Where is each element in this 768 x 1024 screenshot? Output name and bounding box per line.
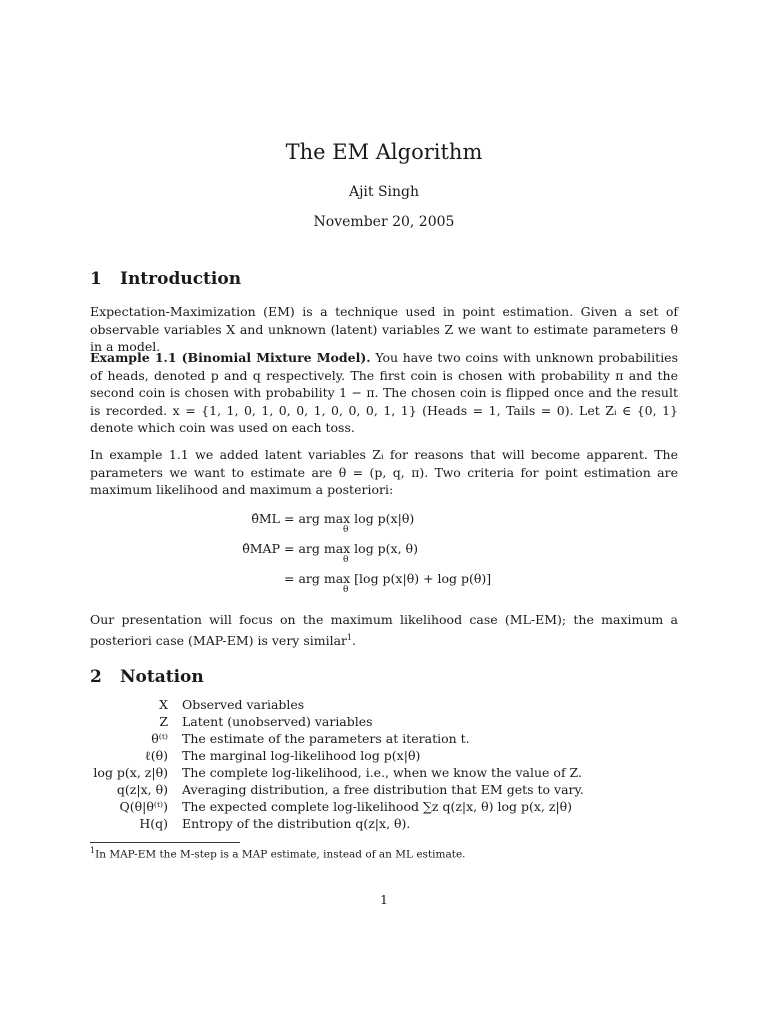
example-1-1	[90, 349, 678, 437]
notation-row	[90, 765, 690, 782]
equation-lhs: θ̂MAP	[242, 541, 280, 556]
document-title: The EM Algorithm	[285, 140, 483, 164]
argmax-subscript: θ	[343, 585, 349, 595]
equation-ml	[200, 511, 520, 535]
notation-symbol: q(z|x, θ)	[116, 782, 168, 797]
equation-map	[200, 541, 520, 565]
section-number: 1	[90, 269, 102, 289]
estimation-equations	[200, 511, 520, 595]
argmax-subscript: θ	[343, 555, 349, 565]
notation-description: The marginal log-likelihood log p(x|θ)	[182, 748, 421, 763]
notation-row	[90, 714, 690, 731]
footnote-divider	[90, 842, 240, 843]
section-heading-notation	[90, 667, 204, 687]
notation-description: Averaging distribution, a free distribution that EM gets to vary.	[182, 782, 584, 797]
notation-symbol: ℓ(θ)	[144, 748, 168, 763]
equation-rhs: = arg max log p(x|θ)	[284, 511, 415, 526]
equation-rhs: = arg max log p(x, θ)	[284, 541, 418, 556]
notation-description: The complete log-likelihood, i.e., when we know the value of Z.	[182, 765, 582, 780]
notation-symbol: X	[159, 697, 168, 712]
section-title: Notation	[120, 667, 204, 687]
document-author: Ajit Singh	[348, 184, 420, 200]
notation-row	[90, 731, 690, 748]
notation-row	[90, 816, 690, 833]
footnote-text: In MAP-EM the M-step is a MAP estimate, instead of an ML estimate.	[95, 848, 466, 861]
notation-row	[90, 782, 690, 799]
equation-lhs: θ̂ML	[251, 511, 280, 526]
footnote	[90, 846, 466, 861]
notation-symbol: H(q)	[139, 816, 168, 831]
notation-symbol: log p(x, z|θ)	[93, 765, 168, 780]
notation-row	[90, 748, 690, 765]
notation-description: The expected complete log-likelihood ∑z q(z|x, θ) log p(x, z|θ)	[182, 799, 573, 814]
argmax-subscript: θ	[343, 525, 349, 535]
equation-map-expanded	[200, 571, 520, 595]
notation-symbol: θ⁽ᵗ⁾	[151, 731, 168, 746]
document-date: November 20, 2005	[313, 214, 455, 230]
notation-table	[90, 697, 690, 837]
equation-rhs: = arg max [log p(x|θ) + log p(θ)]	[284, 571, 492, 586]
notation-row	[90, 697, 690, 714]
notation-description: Latent (unobserved) variables	[182, 714, 373, 729]
notation-symbol: Z	[159, 714, 168, 729]
section-number: 2	[90, 667, 102, 687]
intro-paragraph: Expectation-Maximization (EM) is a technique used in point estimation. Given a set of observable variables X and unknown (latent) variables Z we want to estimate parameters θ in a model.	[90, 304, 678, 354]
presentation-text: Our presentation will focus on the maximum likelihood case (ML-EM); the maximum a posteriori case (MAP-EM) is very similar	[90, 612, 678, 648]
notation-description: Observed variables	[182, 697, 305, 712]
notation-description: The estimate of the parameters at iteration t.	[182, 731, 470, 746]
example-text: You have two coins with unknown probabilities of heads, denoted p and q respectively. The first coin is chosen with probability π and the second coin is chosen with probability 1 − π. The chosen coin is flipped once and the result is recorded. x = {1, 1, 0, 1, 0, 0, 1, 0, 0, 0, 1, 1} (Heads = 1, Tails = 0). Let Zᵢ ∈ {0, 1} denote which coin was used on each toss.	[90, 350, 678, 435]
section-title: Introduction	[120, 269, 242, 289]
presentation-paragraph: Our presentation will focus on the maximum likelihood case (ML-EM); the maximum a posteriori case (MAP-EM) is very similar$^1$.	[90, 612, 678, 648]
footnote-mark: 1	[90, 846, 96, 855]
example-label: Example 1.1 (Binomial Mixture Model).	[90, 350, 371, 365]
page-number: 1	[380, 892, 388, 907]
latent-variables-paragraph: In example 1.1 we added latent variables Zᵢ for reasons that will become apparent. The parameters we want to estimate are θ = (p, q, π). Two criteria for point estimation are maximum likelihood and maximum a posteriori:	[90, 447, 678, 497]
footnote-ref: 1	[347, 632, 353, 642]
notation-row	[90, 799, 690, 816]
section-heading-introduction	[90, 269, 241, 289]
notation-description: Entropy of the distribution q(z|x, θ).	[182, 816, 411, 831]
notation-symbol: Q(θ|θ⁽ᵗ⁾)	[119, 799, 168, 814]
